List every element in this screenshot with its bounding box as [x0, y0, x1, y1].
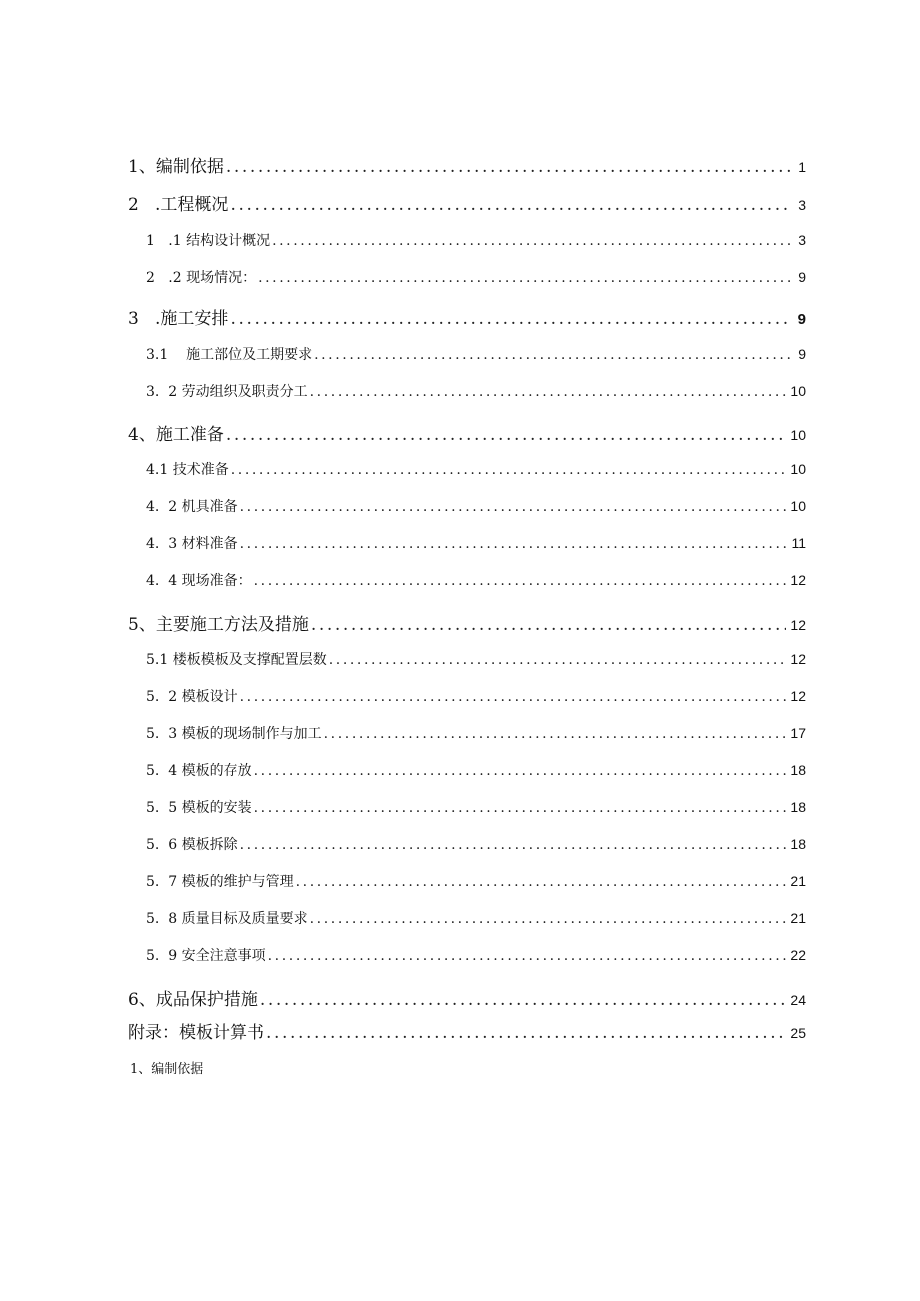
toc-entry-5-7[interactable]: [128, 871, 806, 891]
toc-leader-dots: [254, 573, 787, 589]
toc-entry-page: 24: [790, 992, 806, 1008]
toc-entry-3[interactable]: [128, 304, 806, 329]
toc-entry-page: 12: [790, 617, 806, 633]
toc-entry-title: 5. 3 模板的现场制作与加工: [146, 726, 322, 742]
toc-leader-dots: [324, 726, 787, 742]
toc-entry-4-1[interactable]: [128, 459, 806, 479]
toc-entry-title: 2 .2 现场情况：: [146, 270, 257, 286]
toc-entry-page: 10: [790, 427, 806, 443]
toc-entry-title: 5. 8 质量目标及质量要求: [146, 911, 308, 927]
toc-leader-dots: [230, 195, 792, 215]
toc-leader-dots: [231, 462, 787, 478]
toc-entry-4-4[interactable]: [128, 570, 806, 590]
toc-entry-page: 21: [790, 873, 806, 889]
toc-entry-2[interactable]: [128, 190, 806, 215]
toc-entry-5-5[interactable]: [128, 797, 806, 817]
toc-entry-5-9[interactable]: [128, 945, 806, 965]
section-heading: 1、编制依据: [130, 1062, 204, 1077]
toc-leader-dots: [254, 763, 787, 779]
toc-leader-dots: [266, 1023, 786, 1043]
toc-entry-4-3[interactable]: [128, 533, 806, 553]
toc-entry-appendix[interactable]: [128, 1018, 806, 1043]
toc-leader-dots: [258, 270, 792, 286]
toc-entry-5-2[interactable]: [128, 686, 806, 706]
toc-entry-page: 10: [790, 461, 806, 477]
toc-leader-dots: [311, 615, 787, 635]
toc-entry-title: 4、施工准备: [128, 425, 224, 445]
toc-entry-page: 17: [790, 725, 806, 741]
toc-entry-1[interactable]: [128, 152, 806, 177]
toc-entry-title: 4. 2 机具准备: [146, 499, 238, 515]
toc-entry-title: 5. 7 模板的维护与管理: [146, 874, 294, 890]
toc-entry-page: 3: [798, 232, 806, 248]
toc-leader-dots: [314, 347, 792, 363]
toc-entry-title: 1 .1 结构设计概况: [146, 233, 271, 249]
toc-entry-title: 3. 2 劳动组织及职责分工: [146, 384, 308, 400]
toc-entry-title: 5. 5 模板的安装: [146, 800, 252, 816]
toc-entry-4[interactable]: [128, 420, 806, 445]
toc-entry-title: 5. 6 模板拆除: [146, 837, 238, 853]
toc-entry-title: 1、编制依据: [128, 157, 224, 177]
toc-leader-dots: [240, 499, 787, 515]
toc-entry-page: 22: [790, 947, 806, 963]
toc-entry-page: 11: [791, 535, 806, 551]
toc-entry-page: 10: [790, 383, 806, 399]
toc-entry-page: 12: [790, 572, 806, 588]
toc-entry-page: 1: [798, 159, 806, 175]
toc-leader-dots: [226, 425, 787, 445]
toc-entry-page: 9: [798, 269, 806, 285]
toc-entry-page: 12: [790, 688, 806, 704]
toc-entry-2-2[interactable]: [128, 267, 806, 287]
toc-leader-dots: [310, 911, 787, 927]
toc-leader-dots: [329, 652, 787, 668]
toc-leader-dots: [310, 384, 787, 400]
toc-entry-title: 6、成品保护措施: [128, 990, 258, 1010]
toc-entry-title: 5. 4 模板的存放: [146, 763, 252, 779]
toc-entry-5-6[interactable]: [128, 834, 806, 854]
toc-entry-5[interactable]: [128, 610, 806, 635]
toc-entry-5-4[interactable]: [128, 760, 806, 780]
toc-entry-title: 5. 2 模板设计: [146, 689, 238, 705]
toc-leader-dots: [254, 800, 787, 816]
toc-leader-dots: [226, 157, 792, 177]
toc-leader-dots: [240, 837, 787, 853]
toc-leader-dots: [296, 874, 787, 890]
toc-entry-page: 25: [790, 1025, 806, 1041]
toc-leader-dots: [272, 233, 792, 249]
toc-entry-3-1[interactable]: [128, 344, 806, 364]
toc-entry-page: 18: [790, 836, 806, 852]
toc-entry-page: 18: [790, 799, 806, 815]
toc-entry-title: 5. 9 安全注意事项: [146, 948, 266, 964]
toc-entry-title: 2 .工程概况: [128, 195, 229, 215]
toc-entry-3-2[interactable]: [128, 381, 806, 401]
toc-entry-4-2[interactable]: [128, 496, 806, 516]
toc-entry-2-1[interactable]: [128, 230, 806, 250]
toc-entry-6[interactable]: [128, 985, 806, 1010]
toc-entry-page: 21: [790, 910, 806, 926]
toc-entry-title: 附录：模板计算书: [128, 1023, 264, 1043]
toc-entry-5-8[interactable]: [128, 908, 806, 928]
toc-entry-title: 3 .施工安排: [128, 309, 229, 329]
toc-entry-5-1[interactable]: [128, 649, 806, 669]
toc-leader-dots: [240, 689, 787, 705]
toc-entry-page: 10: [790, 498, 806, 514]
toc-entry-page: 9: [797, 311, 806, 328]
toc-entry-title: 5.1 楼板模板及支撑配置层数: [146, 652, 327, 668]
toc-leader-dots: [268, 948, 787, 964]
toc-entry-title: 4. 3 材料准备: [146, 536, 238, 552]
toc-leader-dots: [230, 309, 792, 329]
toc-leader-dots: [240, 536, 788, 552]
toc-leader-dots: [260, 990, 787, 1010]
toc-entry-title: 4.1 技术准备: [146, 462, 229, 478]
toc-entry-page: 18: [790, 762, 806, 778]
toc-entry-page: 9: [798, 346, 806, 362]
toc-entry-5-3[interactable]: [128, 723, 806, 743]
toc-entry-title: 3.1 施工部位及工期要求: [146, 347, 313, 363]
toc-entry-page: 3: [798, 197, 806, 213]
toc-entry-title: 4. 4 现场准备：: [146, 573, 252, 589]
toc-entry-title: 5、主要施工方法及措施: [128, 615, 309, 635]
toc-entry-page: 12: [790, 651, 806, 667]
